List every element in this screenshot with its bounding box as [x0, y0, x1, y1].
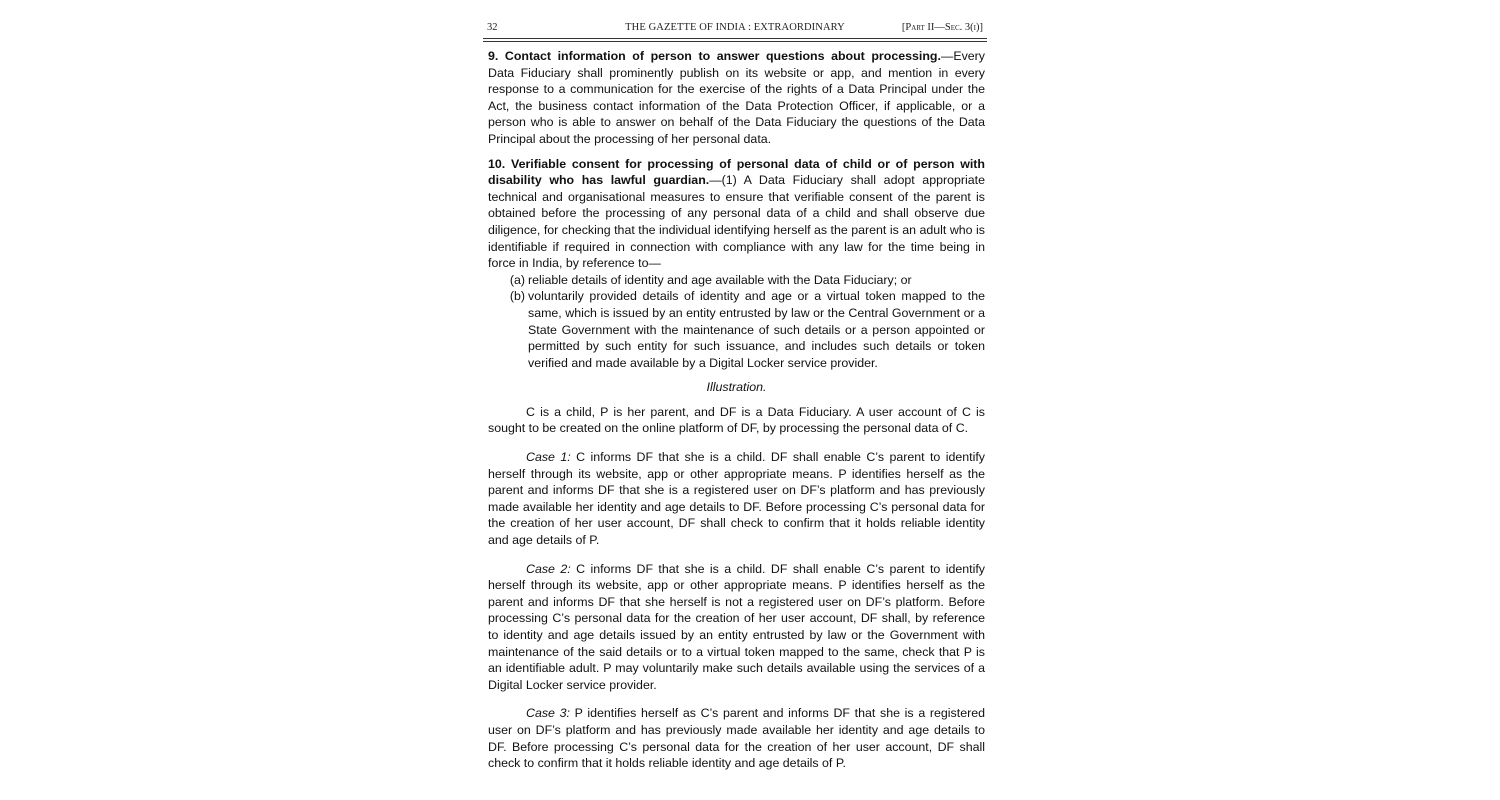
section-9 [488, 48, 985, 148]
case-2 [488, 561, 985, 694]
part-section-label: [Part II—Sec. 3(i)] [901, 22, 983, 33]
clause-a-label: (a) [509, 272, 525, 287]
clause-b-text: voluntarily provided details of identity and age or a virtual token mapped to the same, which is issued by an entity entrusted by law or the Central Government or a State Government with the maintenance of such details or a person appointed or permitted by such entity for such issuance, and includes such details or token verified and made available by a Digital Locker service provider. [528, 289, 985, 370]
header-rule-top [483, 38, 987, 39]
page-header [483, 22, 987, 36]
case-3-text: P identifies herself as C’s parent and informs DF that she is a registered user on DF’s platform and has previously made available her identity and age details to DF. Before processing C’s personal data for the creation of her user account, DF shall check to confirm that it holds reliable identity and age details of P. [488, 706, 985, 771]
page-number: 32 [487, 22, 498, 33]
case-1 [488, 449, 985, 549]
gazette-page [483, 0, 987, 800]
illustration-intro: C is a child, P is her parent, and DF is a Data Fiduciary. A user account of C is sought to be created on the online platform of DF, by processing the personal data of C. [488, 404, 985, 436]
section-9-text: —Every Data Fiduciary shall prominently publish on its website or app, and mention in every response to a communication for the exercise of the rights of a Data Principal under the Act, the business contact information of the Data Protection Officer, if applicable, or a person who is able to answer on behalf of the Data Fiduciary the questions of the Data Principal about the processing of her personal data. [488, 49, 985, 146]
section-10 [488, 156, 985, 272]
case-2-label: Case 2: [526, 561, 571, 576]
document-body [488, 48, 985, 772]
clause-a-text: reliable details of identity and age available with the Data Fiduciary; or [528, 272, 912, 287]
header-rule-bottom [483, 41, 987, 42]
clause-b [488, 288, 985, 371]
section-10-text: —(1) A Data Fiduciary shall adopt appropriate technical and organisational measures to ensure that verifiable consent of the parent is obtained before the processing of any personal data of a child and shall observe due diligence, for checking that the individual identifying herself as the parent is an adult who is identifiable if required in connection with compliance with any law for the time being in force in India, by reference to— [488, 173, 985, 271]
clause-b-label: (b) [509, 289, 525, 304]
case-1-text: C informs DF that she is a child. DF shall enable C’s parent to identify herself through its website, app or other appropriate means. P identifies herself as the parent and informs DF that she is a registered user on DF’s platform and has previously made available her identity and age details to DF. Before processing C’s personal data for the creation of her user account, DF shall check to confirm that it holds reliable identity and age details of P. [488, 450, 986, 548]
clause-a [488, 272, 985, 289]
gazette-title: THE GAZETTE OF INDIA : EXTRAORDINARY [625, 22, 845, 33]
case-1-label: Case 1: [526, 450, 571, 465]
case-3-label: Case 3: [526, 706, 570, 721]
illustration-heading: Illustration. [706, 380, 767, 395]
case-3 [488, 705, 985, 771]
section-9-heading: 9. Contact information of person to answer questions about processing. [488, 49, 941, 63]
case-2-text: C informs DF that she is a child. DF shall enable C’s parent to identify herself through its website, app or other appropriate means. P identifies herself as the parent and informs DF that she herself is not a registered user on DF’s platform. Before processing C’s personal data for the creation of her user account, DF shall, by reference to identity and age details issued by an entity entrusted by law or the Government with maintenance of the said details or to a virtual token mapped to the same, check that P is an identifiable adult. P may voluntarily make such details available using the services of a Digital Locker service provider. [488, 561, 986, 692]
section-10-heading: 10. Verifiable consent for processing of personal data of child or of person with disability who has lawful guardian. [488, 156, 985, 188]
